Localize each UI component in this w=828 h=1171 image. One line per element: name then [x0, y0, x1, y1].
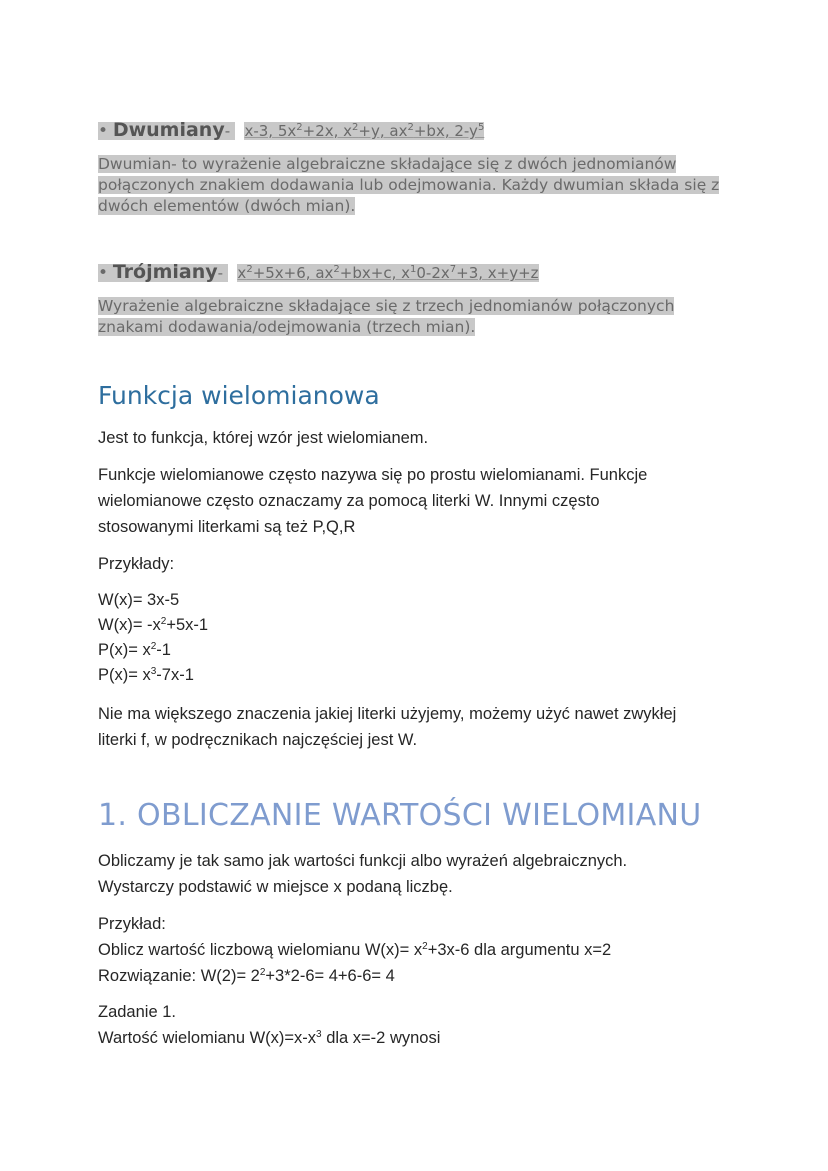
paragraph-letters: Nie ma większego znaczenia jakiej literki użyjemy, możemy użyć nawet zwykłej literki f, w podręcznikach najczęściej jest W. — [98, 705, 677, 749]
trojmiany-term: Trójmiany — [112, 261, 218, 283]
trojmiany-definition: Wyrażenie algebraiczne składające się z trzech jednomianów połączonych znakami dodawania/odejmowania (trzech mian). — [98, 297, 675, 336]
bullet-icon: • — [98, 263, 109, 283]
section-heading-funkcja: Funkcja wielomianowa — [98, 381, 380, 410]
example-line: Oblicz wartość liczbową wielomianu $W(x)= x^2+3x-6$ dla argumentu x=2 — [98, 941, 612, 959]
task-line: Wartość wielomianu $W(x)=x-x^3$ dla x=-2 wynosi — [98, 1029, 441, 1047]
trojmiany-examples: $x^2+5x+6$, $ax^2+bx+c$, $x^10-2x^7+3$, x+y+z — [237, 264, 539, 282]
examples-label: Przykłady: — [98, 555, 175, 573]
bullet-icon: • — [98, 121, 109, 141]
term-dash: - — [224, 122, 231, 140]
section-heading-obliczanie: 1. OBLICZANIE WARTOŚCI WIELOMIANU — [98, 798, 702, 833]
paragraph-obliczanie: Obliczamy je tak samo jak wartości funkcji albo wyrażeń algebraicznych. Wystarczy podstawić w miejsce x podaną liczbę. — [98, 852, 628, 896]
example-item: $P(x)= x^2-1$ — [98, 641, 171, 659]
example-item: $P(x)= x^3-7x-1$ — [98, 666, 194, 684]
paragraph-notation: Funkcje wielomianowe często nazywa się po prostu wielomianami. Funkcje wielomianowe często oznaczamy za pomocą literki W. Innymi często stosowanymi literkami są też P,Q,R — [98, 466, 648, 536]
task-block: Zadanie 1. Wartość wielomianu $W(x)=x-x^3$ dla x=-2 wynosi — [98, 999, 738, 1051]
example-item: $W(x)= -x^2+5x-1$ — [98, 616, 209, 634]
dwumiany-term: Dwumiany — [112, 119, 225, 141]
example-item: W(x)= 3x-5 — [98, 591, 180, 609]
term-dash: - — [217, 264, 224, 282]
trojmiany-term-line — [98, 261, 539, 283]
dwumiany-term-line — [98, 119, 484, 141]
solution-line: Rozwiązanie: $W(2)= 2^2+3*2-6= 4+6-6= 4$ — [98, 967, 395, 985]
example-block: Przykład: Oblicz wartość liczbową wielomianu $W(x)= x^2+3x-6$ dla argumentu x=2 Rozwiązanie: $W(2)= 2^2+3*2-6= 4+6-6= 4$ — [98, 911, 738, 989]
paragraph-definition: Jest to funkcja, której wzór jest wielomianem. — [98, 429, 429, 447]
dwumiany-examples: x-3, $5x^2+2x$, $x^2+y$, $ax^2+bx$, $2-y^5$ — [244, 122, 485, 140]
examples-list — [98, 588, 738, 688]
dwumiany-definition: Dwumian- to wyrażenie algebraiczne składające się z dwóch jednomianów połączonych znakiem dodawania lub odejmowania. Każdy dwumian składa się z dwóch elementów (dwóch mian). — [98, 155, 720, 215]
